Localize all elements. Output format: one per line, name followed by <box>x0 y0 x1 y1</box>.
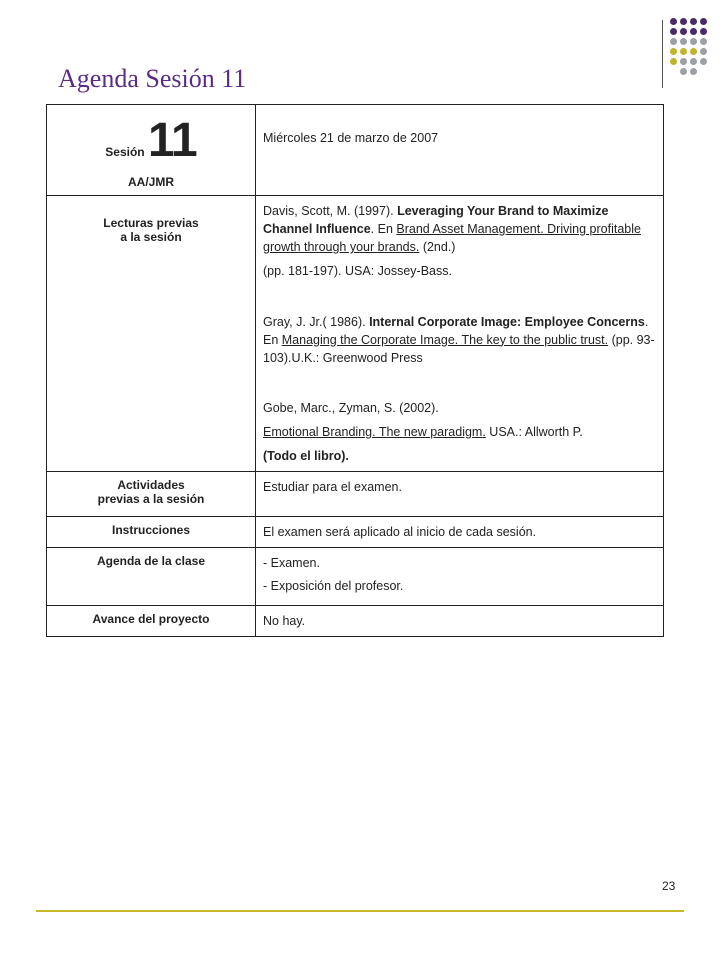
decorative-dot <box>670 38 677 45</box>
sesion-number: 11 <box>147 114 197 167</box>
actividades-value: Estudiar para el examen. <box>256 472 664 517</box>
decorative-dot <box>690 58 697 65</box>
ref1-pages: (pp. 181-197). USA: Jossey-Bass. <box>263 264 452 279</box>
decorative-dot <box>690 38 697 45</box>
decorative-dot <box>690 28 697 35</box>
row-lecturas <box>47 196 664 472</box>
ref2-sep: . En <box>263 314 649 347</box>
agenda-clase-value <box>256 548 664 605</box>
actividades-label-line1: Actividades <box>117 478 185 493</box>
avance-label: Avance del proyecto <box>47 605 256 636</box>
actividades-label <box>47 472 256 517</box>
footer-rule <box>36 910 684 912</box>
decorative-dot <box>670 18 677 25</box>
ref2-authors: Gray, J. Jr.( 1986). <box>263 314 370 329</box>
decorative-dot <box>700 58 707 65</box>
reference-1 <box>263 202 656 256</box>
ref3-note: (Todo el libro). <box>263 449 349 464</box>
decorative-dot <box>670 58 677 65</box>
list-item: - Examen. <box>263 556 320 571</box>
sesion-authors: AA/JMR <box>127 175 174 189</box>
row-sesion <box>47 105 664 196</box>
decorative-dot <box>700 48 707 55</box>
ref3-authors: Gobe, Marc., Zyman, S. (2002). <box>263 400 439 415</box>
decorative-dot <box>680 58 687 65</box>
decorative-dot <box>680 68 687 75</box>
decorative-dot <box>690 48 697 55</box>
decorative-dot <box>690 68 697 75</box>
instrucciones-value: El examen será aplicado al inicio de cada sesión. <box>256 517 664 548</box>
ref2-rest: (pp. 93-103).U.K.: Greenwood Press <box>263 332 655 365</box>
row-actividades <box>47 472 664 517</box>
row-instrucciones <box>47 517 664 548</box>
page-title: Agenda Sesión 11 <box>58 64 247 93</box>
ref1-title: Leveraging Your Brand to Maximize Channel Influence <box>263 204 609 237</box>
ref1-edition: (2nd.) <box>419 240 456 255</box>
ref1-authors: Davis, Scott, M. (1997). <box>263 204 398 218</box>
row-agenda-clase <box>47 548 664 605</box>
lecturas-label <box>47 196 256 472</box>
decorative-dot <box>700 18 707 25</box>
decorative-dot <box>670 28 677 35</box>
decorative-dot <box>700 38 707 45</box>
decorative-dot-grid <box>670 18 720 78</box>
ref1-book: Brand Asset Management. Driving profitable growth through your brands. <box>263 222 641 255</box>
ref2-title: Internal Corporate Image: Employee Concerns <box>369 314 645 329</box>
page-number: 23 <box>662 879 676 893</box>
actividades-label-line2: previas a la sesión <box>97 492 205 507</box>
ref3-book: Emotional Branding. The new paradigm. <box>263 425 486 439</box>
list-item: - Exposición del profesor. <box>263 578 404 593</box>
lecturas-label-line2: a la sesión <box>120 230 182 244</box>
ref1-sep: . En <box>370 222 397 237</box>
decorative-dot <box>680 38 687 45</box>
decorative-dot <box>700 28 707 35</box>
ref2-book: Managing the Corporate Image. The key to the public trust. <box>281 332 609 347</box>
agenda-clase-label: Agenda de la clase <box>47 548 256 605</box>
reference-3 <box>263 423 656 441</box>
row-avance <box>47 605 664 636</box>
decorative-dot <box>680 18 687 25</box>
ref3-rest: USA.: Allworth P. <box>485 425 583 439</box>
sesion-date: Miércoles 21 de marzo de 2007 <box>256 105 664 196</box>
reference-2 <box>263 313 656 367</box>
decorative-dot <box>680 48 687 55</box>
instrucciones-label: Instrucciones <box>47 517 256 548</box>
lecturas-value <box>256 196 664 472</box>
decorative-dot <box>690 18 697 25</box>
decorative-dot <box>680 28 687 35</box>
sesion-label-cell <box>47 105 256 196</box>
agenda-table <box>46 104 664 637</box>
decorative-dot <box>670 48 677 55</box>
sesion-word: Sesión <box>105 145 145 159</box>
header-divider <box>662 20 663 88</box>
lecturas-label-line1: Lecturas previas <box>103 216 199 230</box>
avance-value: No hay. <box>256 605 664 636</box>
